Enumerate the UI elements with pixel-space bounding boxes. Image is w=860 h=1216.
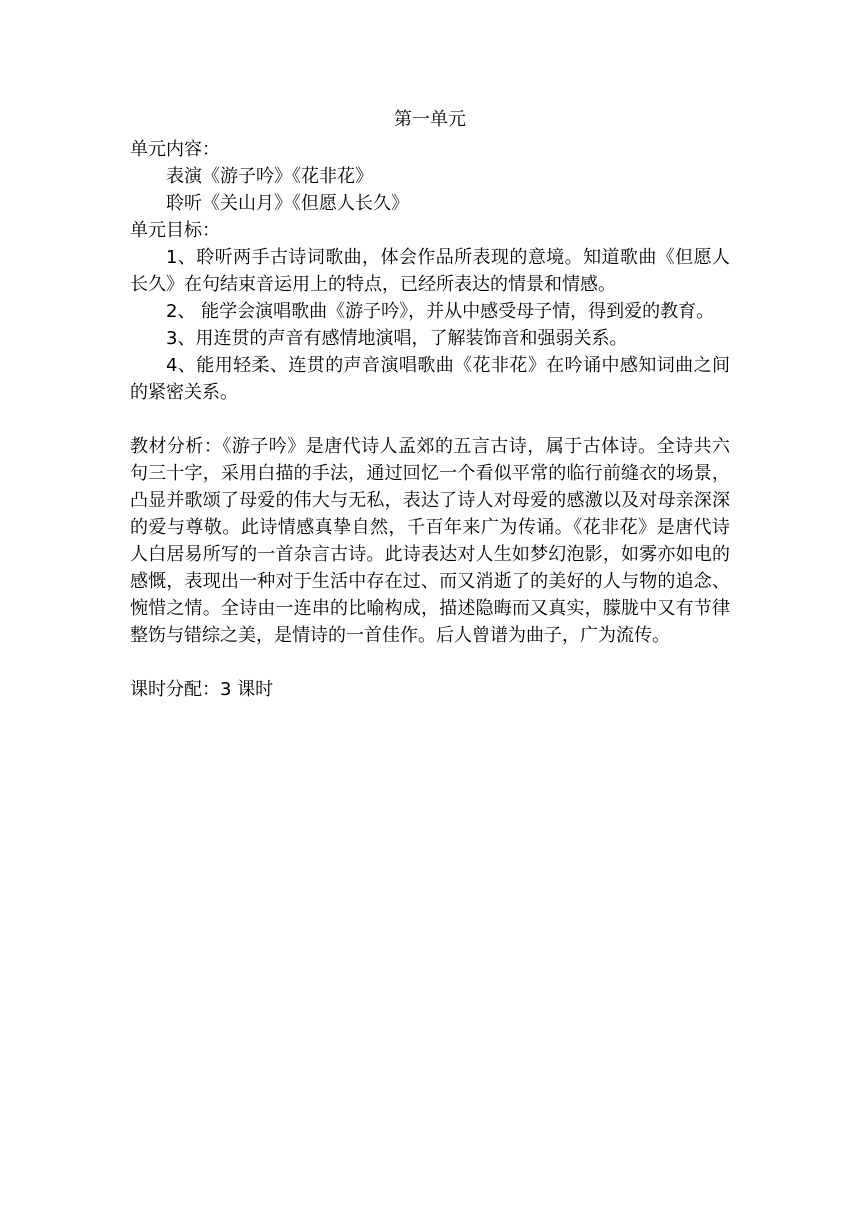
document-page <box>130 103 730 703</box>
spacer <box>130 406 730 433</box>
document-title: 第一单元 <box>394 109 466 130</box>
unit-content-item-performance: 表演《游子吟》《花非花》 <box>166 166 373 187</box>
unit-goal-3: 3、用连贯的声音有感情地演唱，了解装饰音和强弱关系。 <box>166 328 628 349</box>
unit-goal-4: 4、能用轻柔、连贯的声音演唱歌曲《花非花》在吟诵中感知词曲之间的紧密关系。 <box>130 355 730 403</box>
unit-goals-heading: 单元目标： <box>130 220 220 241</box>
lesson-schedule: 课时分配：3 课时 <box>130 679 274 700</box>
spacer <box>130 649 730 676</box>
unit-content-item-listening: 聆听《关山月》《但愿人长久》 <box>166 193 409 214</box>
material-analysis-paragraph: 教材分析：《游子吟》是唐代诗人孟郊的五言古诗，属于古体诗。全诗共六句三十字，采用白描的手法，通过回忆一个看似平常的临行前缝衣的场景，凸显并歌颂了母爱的伟大与无私，表达了诗人对母爱的感激以及对母亲深深的爱与尊敬。此诗情感真挚自然，千百年来广为传诵。《花非花》是唐代诗人白居易所写的一首杂言古诗。此诗表达对人生如梦幻泡影，如雾亦如电的感慨，表现出一种对于生活中存在过、而又消逝了的美好的人与物的追念、惋惜之情。全诗由一连串的比喻构成，描述隐晦而又真实，朦胧中又有节律整饬与错综之美，是情诗的一首佳作。后人曾谱为曲子，广为流传。 <box>130 436 730 646</box>
unit-goal-1: 1、聆听两手古诗词歌曲，体会作品所表现的意境。知道歌曲《但愿人长久》在句结束音运用上的特点，已经所表达的情景和情感。 <box>130 247 730 295</box>
unit-goal-2: 2、 能学会演唱歌曲《游子吟》，并从中感受母子情，得到爱的教育。 <box>166 301 715 322</box>
unit-content-heading: 单元内容： <box>130 139 220 160</box>
